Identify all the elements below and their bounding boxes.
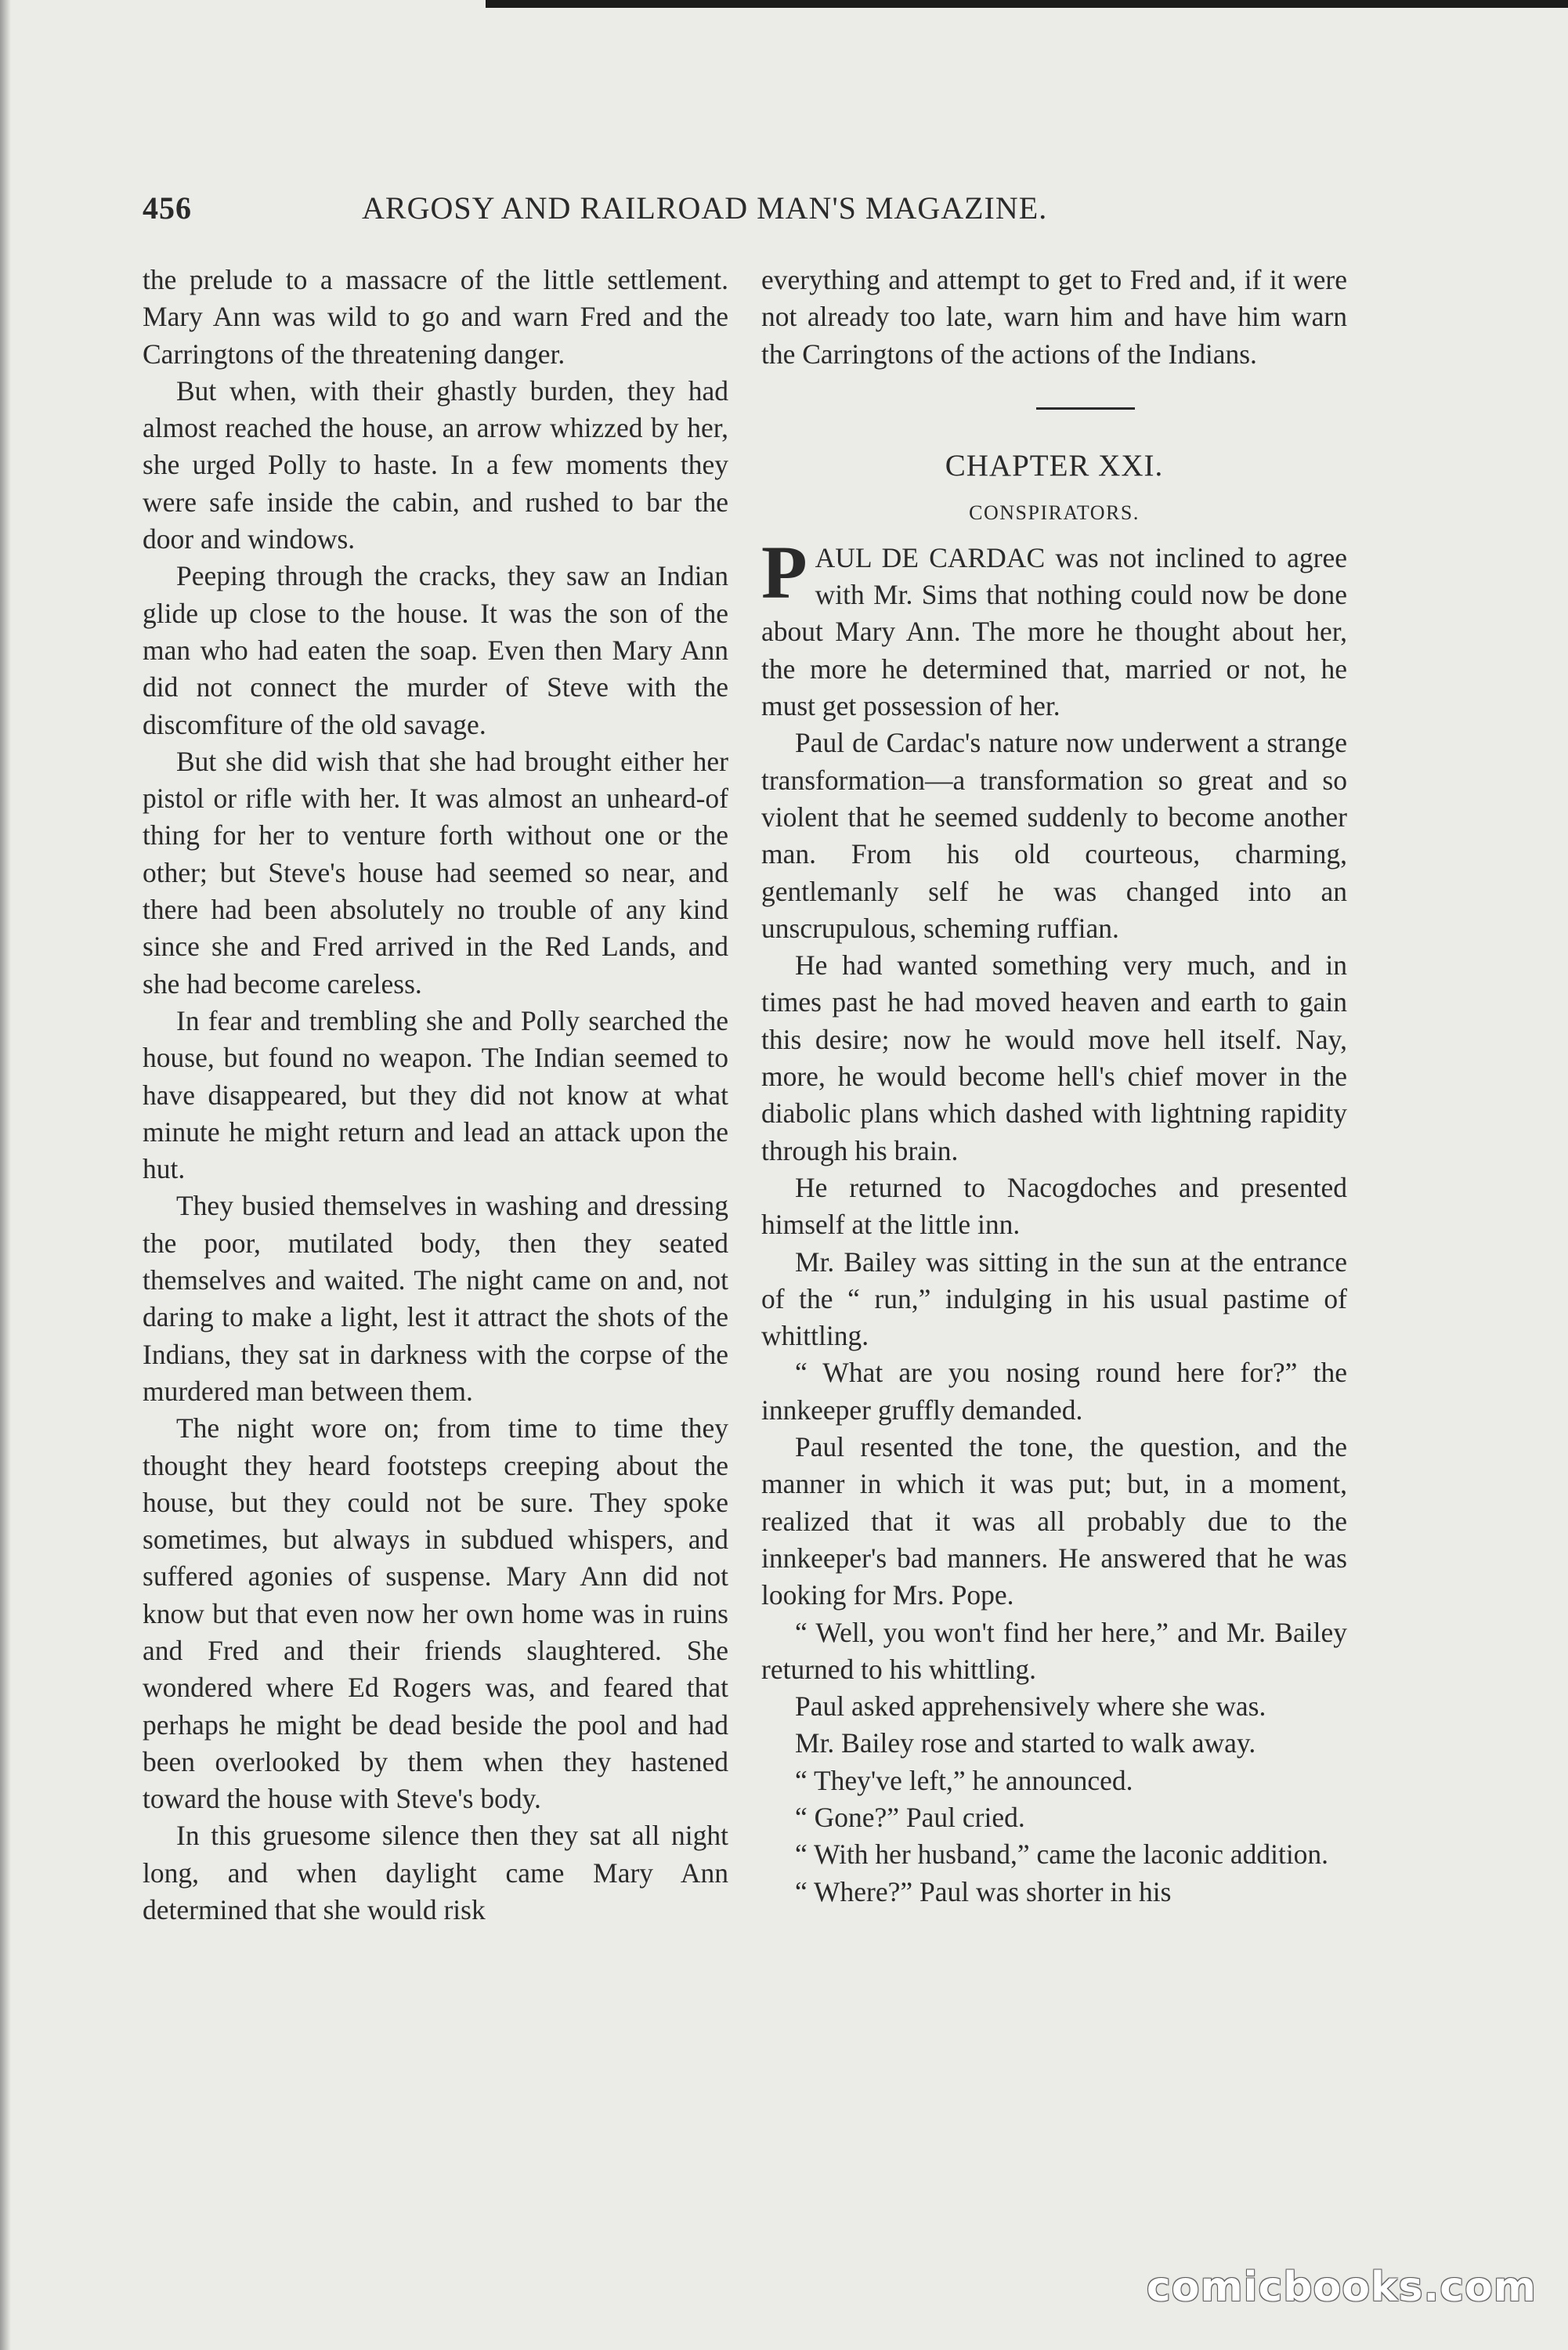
- left-column: [143, 262, 728, 1929]
- paragraph: The night wore on; from time to time they thought they heard footsteps creeping about the house, but they could not be sure. They spoke sometimes, but always in subdued whispers, and suffered agonies of suspense. Mary Ann did not know but that even now her own home was in ruins and Fred and their friends slaughtered. She wondered where Ed Rogers was, and feared that perhaps he might be dead beside the pool and had been overlooked by them when they hastened toward the house with Steve's body.: [143, 1412, 728, 1815]
- paragraph: “ What are you nosing round here for?” the innkeeper gruffly demanded.: [761, 1357, 1347, 1426]
- paragraph: “ Gone?” Paul cried.: [795, 1801, 1025, 1833]
- paragraph: In fear and trembling she and Polly searched the house, but found no weapon. The Indian seemed to have disappeared, but they did not know at what minute he might return and lead an attack upon the hut.: [143, 1004, 728, 1185]
- drop-cap: P: [761, 530, 807, 614]
- paragraph: Paul resented the tone, the question, and the manner in which it was put; but, in a moment, realized that it was all probably due to the innkeeper's bad manners. He answered that he was looking for Mrs. Pope.: [761, 1431, 1347, 1611]
- paragraph: Mr. Bailey was sitting in the sun at the entrance of the “ run,” indulging in his usual pastime of whittling.: [761, 1246, 1347, 1352]
- running-title: ARGOSY AND RAILROAD MAN'S MAGAZINE.: [362, 190, 1048, 226]
- chapter-opening: [761, 530, 1347, 725]
- right-column: [761, 262, 1347, 1911]
- chapter-subtitle: CONSPIRATORS.: [969, 501, 1140, 524]
- site-watermark: comicbooks.com: [1146, 2264, 1537, 2311]
- paragraph: He returned to Nacogdoches and presented himself at the little inn.: [761, 1171, 1347, 1241]
- paragraph: “ Well, you won't find her here,” and Mr. Bailey returned to his whittling.: [761, 1616, 1347, 1685]
- paragraph: But she did wish that she had brought either her pistol or rifle with her. It was almost an unheard-of thing for her to venture forth without one or the other; but Steve's house had seemed so near, and there had been absolutely no trouble of any kind since she and Fred arrived in the Red Lands, and she had become careless.: [143, 745, 728, 1000]
- paragraph: the prelude to a massacre of the little settlement. Mary Ann was wild to go and warn Fred and the Carringtons of the threatening danger.: [143, 264, 728, 370]
- paragraph: He had wanted something very much, and in times past he had moved heaven and earth to gain this desire; now he would move hell itself. Nay, more, he would become hell's chief mover in the diabolic plans which dashed with lightning rapidity through his brain.: [761, 949, 1347, 1166]
- top-border-rule: [486, 0, 1568, 8]
- page-edge-shadow: [0, 0, 11, 2350]
- section-divider: [1036, 407, 1135, 410]
- paragraph: Mr. Bailey rose and started to walk away.: [795, 1727, 1256, 1759]
- paragraph: In this gruesome silence then they sat all night long, and when daylight came Mary Ann determined that she would risk: [143, 1820, 728, 1926]
- paragraph: “ Where?” Paul was shorter in his: [795, 1875, 1172, 1907]
- paragraph: They busied themselves in washing and dressing the poor, mutilated body, then they seated themselves and waited. The night came on and, not daring to make a light, lest it attract the shots of the Indians, they sat in darkness with the corpse of the murdered man between them.: [143, 1190, 728, 1407]
- page-number: 456: [143, 190, 192, 226]
- paragraph: Paul de Cardac's nature now underwent a strange transformation—a transformation so great and so violent that he seemed suddenly to become another man. From his old courteous, charming, gentlemanly self he was changed into an unscrupulous, scheming ruffian.: [761, 727, 1347, 944]
- paragraph: “ With her husband,” came the laconic addition.: [795, 1838, 1329, 1871]
- page-header: [143, 190, 1349, 237]
- paragraph: But when, with their ghastly burden, they had almost reached the house, an arrow whizzed by her, she urged Polly to haste. In a few moments they were safe inside the cabin, and rushed to bar the door and windows.: [143, 374, 728, 555]
- paragraph: Paul asked apprehensively where she was.: [795, 1690, 1266, 1723]
- paragraph: everything and attempt to get to Fred and, if it were not already too late, warn him and have him warn the Carringtons of the actions of the Indians.: [761, 264, 1347, 370]
- paragraph: AUL DE CARDAC was not inclined to agree with Mr. Sims that nothing could now be done about Mary Ann. The more he thought about her, the more he determined that, married or not, he must get possession of her.: [761, 541, 1347, 722]
- chapter-title: CHAPTER XXI.: [945, 448, 1164, 483]
- paragraph: Peeping through the cracks, they saw an Indian glide up close to the house. It was the son of the man who had eaten the soap. Even then Mary Ann did not connect the murder of Steve with the discomfiture of the old savage.: [143, 560, 728, 740]
- paragraph: “ They've left,” he announced.: [795, 1764, 1133, 1796]
